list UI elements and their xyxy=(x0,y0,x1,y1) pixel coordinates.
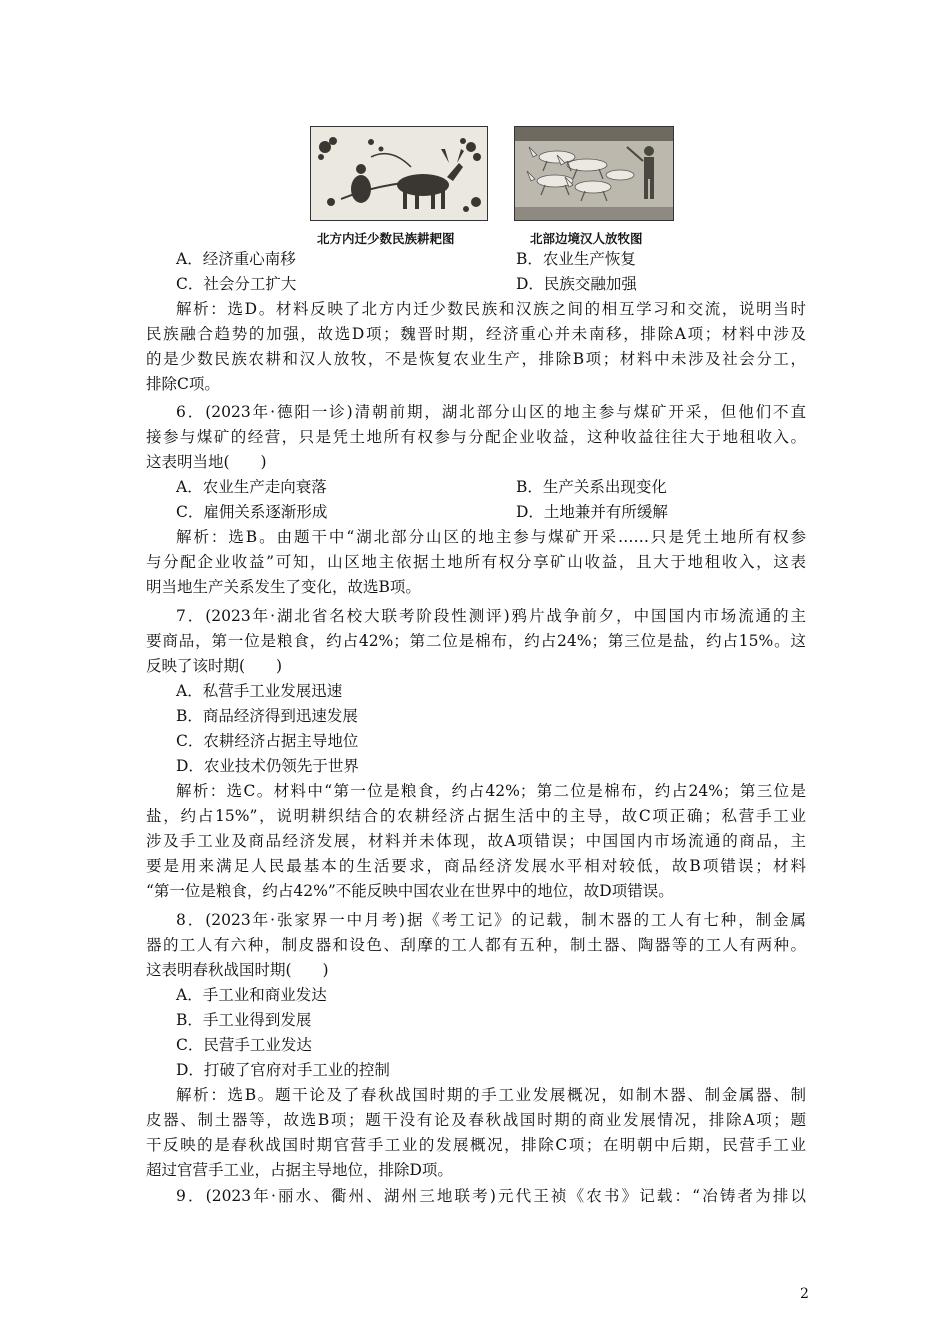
q6-stem-line: 接参与煤矿的经营，只是凭土地所有权参与分配企业收益，这种收益往往大于地租收入。 xyxy=(146,428,806,446)
right-figure-caption: 北部边境汉人放牧图 xyxy=(530,231,643,246)
q5-option-d: D．民族交融加强 xyxy=(516,275,637,293)
q8-stem-line: 器的工人有六种，制皮器和设色、刮摩的工人都有五种，制土器、陶器等的工人有两种。 xyxy=(146,936,806,954)
q6-option-a: A．农业生产走向衰落 xyxy=(176,478,327,496)
q8-option-c: C．民营手工业发达 xyxy=(176,1036,312,1054)
q7-analysis-line: 盐，约占15%”，说明耕织结合的农耕经济占据生活中的主导，故C项正确；私营手工业 xyxy=(146,807,806,825)
q7-stem-line: 反映了该时期( ) xyxy=(146,657,283,675)
q5-option-a: A．经济重心南移 xyxy=(176,250,296,268)
figure-plowing-mural xyxy=(310,126,488,221)
q5-analysis-line: 排除C项。 xyxy=(146,375,220,393)
q8-analysis-line: 干反映的是春秋战国时期官营手工业的发展概况，排除C项；在明朝中后期，民营手工业 xyxy=(146,1136,806,1154)
q5-option-b: B．农业生产恢复 xyxy=(516,250,636,268)
q6-analysis-line: 明当地生产关系发生了变化，故选B项。 xyxy=(146,578,421,596)
q6-option-b: B．生产关系出现变化 xyxy=(516,478,667,496)
q7-stem-line: 要商品，第一位是粮食，约占42%；第二位是棉布，约占24%；第三位是盐，约占15%。这 xyxy=(146,632,806,650)
q5-analysis-line: 解析：选D。材料反映了北方内迁少数民族和汉族之间的相互学习和交流，说明当时 xyxy=(176,300,806,318)
left-figure-caption: 北方内迁少数民族耕耙图 xyxy=(317,231,455,246)
q7-option-d: D．农业技术仍领先于世界 xyxy=(176,757,359,775)
q6-stem-line: 这表明当地( ) xyxy=(146,453,267,471)
q8-analysis-line: 皮器、制土器等，故选B项；题干没有论及春秋战国时期的商业发展情况，排除A项；题 xyxy=(146,1111,806,1129)
q5-analysis-line: 的是少数民族农耕和汉人放牧，不是恢复农业生产，排除B项；材料中未涉及社会分工， xyxy=(146,350,806,368)
q6-analysis-line: 解析：选B。由题干中“湖北部分山区的地主参与煤矿开采……只是凭土地所有权参 xyxy=(176,528,806,546)
q8-option-d: D．打破了官府对手工业的控制 xyxy=(176,1061,390,1079)
page-number: 2 xyxy=(800,1286,809,1302)
q6-stem-line: 6．(2023年·德阳一诊)清朝前期，湖北部分山区的地主参与煤矿开采，但他们不直 xyxy=(176,403,806,421)
herding-image xyxy=(515,127,673,220)
q8-analysis-line: 解析：选B。题干论及了春秋战国时期的手工业发展概况，如制木器、制金属器、制 xyxy=(176,1086,806,1104)
q8-option-a: A．手工业和商业发达 xyxy=(176,986,327,1004)
q7-option-b: B．商品经济得到迅速发展 xyxy=(176,707,358,725)
q5-option-c: C．社会分工扩大 xyxy=(176,275,297,293)
q8-stem-line: 8．(2023年·张家界一中月考)据《考工记》的记载，制木器的工人有七种，制金属 xyxy=(176,911,806,929)
q7-analysis-line: 要是用来满足人民最基本的生活要求，商品经济发展水平相对较低，故B项错误；材料 xyxy=(146,857,806,875)
q6-analysis-line: 与分配企业收益”可知，山区地主依据土地所有权分享矿山收益，且大于地租收入，这表 xyxy=(146,553,806,571)
q7-analysis-line: “第一位是粮食，约占42%”不能反映中国农业在世界中的地位，故D项错误。 xyxy=(146,882,674,900)
q7-analysis-line: 解析：选C。材料中“第一位是粮食，约占42%；第二位是棉布，约占24%；第三位是 xyxy=(176,782,806,800)
plowing-image xyxy=(311,127,487,220)
q8-option-b: B．手工业得到发展 xyxy=(176,1011,312,1029)
q7-stem-line: 7．(2023年·湖北省名校大联考阶段性测评)鸦片战争前夕，中国国内市场流通的主 xyxy=(176,607,806,625)
q9-stem-line: 9．(2023年·丽水、衢州、湖州三地联考)元代王祯《农书》记载：“冶铸者为排以 xyxy=(176,1187,806,1205)
q7-analysis-line: 涉及手工业及商品经济发展，材料并未体现，故A项错误；中国国内市场流通的商品，主 xyxy=(146,832,806,850)
figure-herding-mural xyxy=(514,126,674,221)
q8-analysis-line: 超过官营手工业，占据主导地位，排除D项。 xyxy=(146,1161,453,1179)
q7-option-c: C．农耕经济占据主导地位 xyxy=(176,732,359,750)
q8-stem-line: 这表明春秋战国时期( ) xyxy=(146,961,329,979)
q6-option-d: D．土地兼并有所缓解 xyxy=(516,503,668,521)
q7-option-a: A．私营手工业发展迅速 xyxy=(176,682,343,700)
q5-analysis-line: 民族融合趋势的加强，故选D项；魏晋时期，经济重心并未南移，排除A项；材料中涉及 xyxy=(146,325,806,343)
q6-option-c: C．雇佣关系逐渐形成 xyxy=(176,503,328,521)
